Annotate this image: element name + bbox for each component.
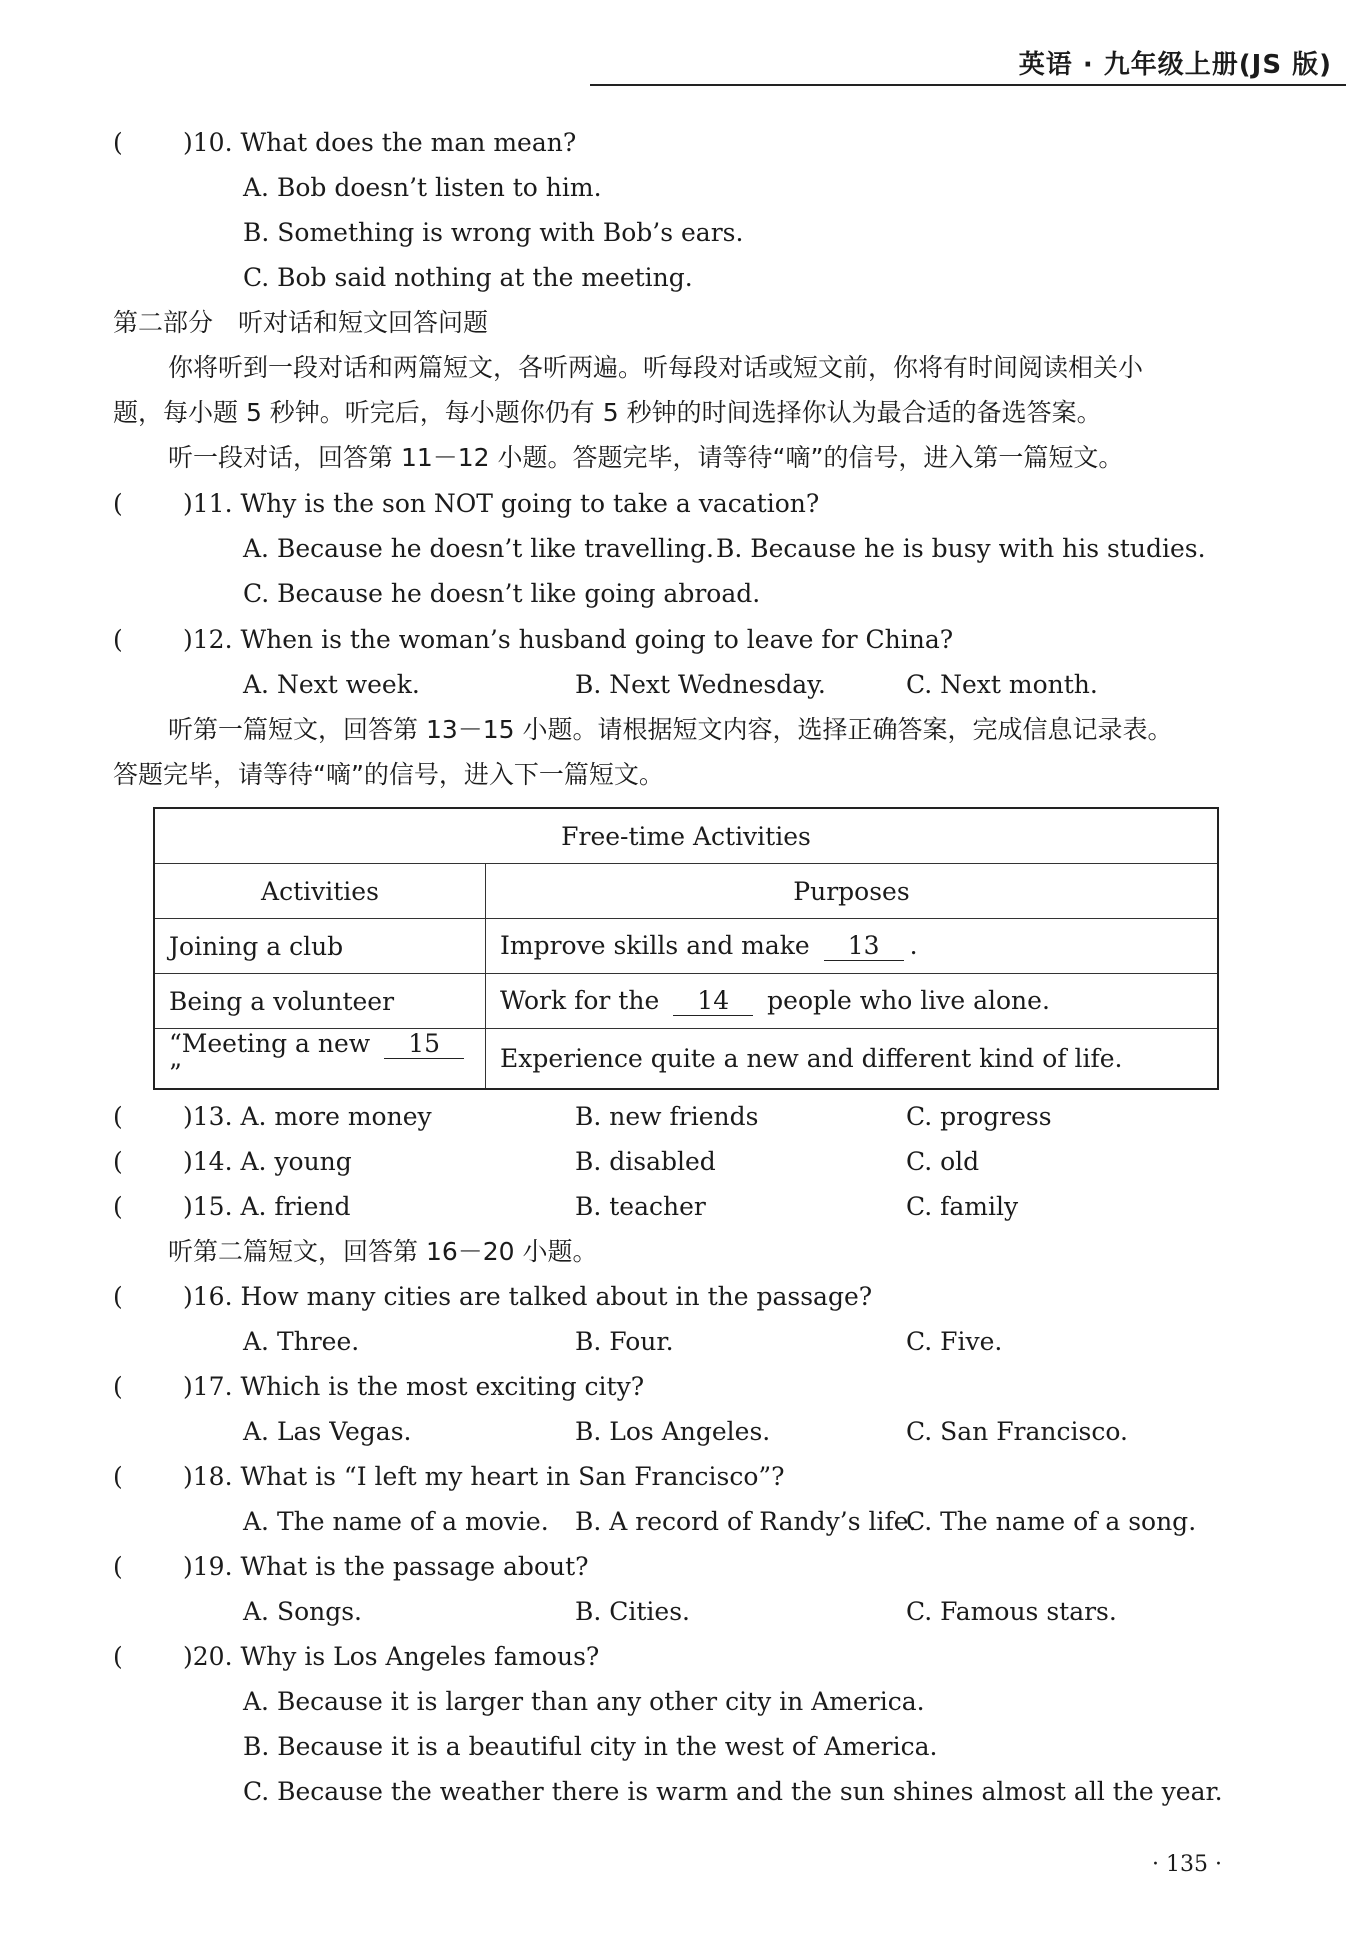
q19-option-c: C. Famous stars. (906, 1597, 1117, 1626)
header-rule (590, 84, 1346, 86)
purpose-cell (486, 974, 1219, 1029)
dialog-intro: 听一段对话，回答第 11－12 小题。答题完毕，请等待“嘀”的信号，进入第一篇短文。 (168, 443, 1124, 472)
blank-15: 15 (384, 1029, 464, 1059)
q13-option-c: C. progress (906, 1102, 1052, 1131)
purpose-text-post: people who live alone. (767, 986, 1050, 1015)
q11-option-b: B. Because he is busy with his studies. (716, 534, 1206, 563)
q13-option-b: B. new friends (575, 1102, 759, 1131)
purpose-text-post: . (909, 931, 918, 960)
activity-cell: Being a volunteer (154, 974, 486, 1029)
activity-cell: Joining a club (154, 919, 486, 974)
q17-option-a: A. Las Vegas. (243, 1417, 412, 1446)
q17-option-c: C. San Francisco. (906, 1417, 1128, 1446)
blank-13: 13 (824, 931, 904, 961)
q16-paren: ( (113, 1282, 123, 1311)
q17-option-b: B. Los Angeles. (575, 1417, 771, 1446)
q10-option-b: B. Something is wrong with Bob’s ears. (243, 218, 744, 247)
q18-option-b: B. A record of Randy’s life. (575, 1507, 917, 1536)
q19-option-a: A. Songs. (243, 1597, 363, 1626)
q11-stem: )11. Why is the son NOT going to take a vacation? (183, 489, 820, 518)
q14-paren: ( (113, 1147, 123, 1176)
q15-option-a: )15. A. friend (183, 1192, 351, 1221)
q20-option-a: A. Because it is larger than any other city in America. (243, 1687, 925, 1716)
q19-stem: )19. What is the passage about? (183, 1552, 589, 1581)
q14-option-b: B. disabled (575, 1147, 716, 1176)
passage1-intro-line1: 听第一篇短文，回答第 13－15 小题。请根据短文内容，选择正确答案，完成信息记录表。 (168, 715, 1173, 744)
q12-option-b: B. Next Wednesday. (575, 670, 826, 699)
part2-heading: 第二部分 听对话和短文回答问题 (113, 308, 489, 337)
free-time-activities-table (153, 807, 1219, 1090)
q19-paren: ( (113, 1552, 123, 1581)
q12-stem: )12. When is the woman’s husband going to leave for China? (183, 625, 954, 654)
q18-stem: )18. What is “I left my heart in San Francisco”? (183, 1462, 785, 1491)
q12-paren: ( (113, 625, 123, 654)
book-title: 英语 · 九年级上册(JS 版) (1018, 50, 1332, 80)
table-row (154, 1029, 1218, 1090)
q11-option-c: C. Because he doesn’t like going abroad. (243, 579, 761, 608)
q16-stem: )16. How many cities are talked about in the passage? (183, 1282, 873, 1311)
table-header-purposes: Purposes (486, 864, 1219, 919)
table-header-activities: Activities (154, 864, 486, 919)
q13-paren: ( (113, 1102, 123, 1131)
q10-paren: ( (113, 128, 123, 157)
blank-14: 14 (673, 986, 753, 1016)
purpose-text: Improve skills and make (500, 931, 810, 960)
q18-paren: ( (113, 1462, 123, 1491)
passage1-intro-line2: 答题完毕，请等待“嘀”的信号，进入下一篇短文。 (113, 760, 664, 789)
q14-option-c: C. old (906, 1147, 980, 1176)
q20-option-b: B. Because it is a beautiful city in the west of America. (243, 1732, 938, 1761)
q13-option-a: )13. A. more money (183, 1102, 432, 1131)
activity-text: “Meeting a new (169, 1029, 371, 1058)
q15-option-c: C. family (906, 1192, 1019, 1221)
q16-option-c: C. Five. (906, 1327, 1003, 1356)
page-number: · 135 · (1152, 1852, 1222, 1877)
q12-option-c: C. Next month. (906, 670, 1098, 699)
q20-paren: ( (113, 1642, 123, 1671)
q17-paren: ( (113, 1372, 123, 1401)
passage2-intro: 听第二篇短文，回答第 16－20 小题。 (168, 1237, 598, 1266)
q16-option-a: A. Three. (243, 1327, 360, 1356)
q16-option-b: B. Four. (575, 1327, 674, 1356)
q10-option-a: A. Bob doesn’t listen to him. (243, 173, 602, 202)
purpose-text: Work for the (500, 986, 660, 1015)
q18-option-c: C. The name of a song. (906, 1507, 1197, 1536)
q11-paren: ( (113, 489, 123, 518)
q20-option-c: C. Because the weather there is warm and the sun shines almost all the year. (243, 1777, 1223, 1806)
part2-intro-line2: 题，每小题 5 秒钟。听完后，每小题你仍有 5 秒钟的时间选择你认为最合适的备选答案。 (113, 398, 1102, 427)
purpose-cell (486, 919, 1219, 974)
q14-option-a: )14. A. young (183, 1147, 352, 1176)
q11-option-a: A. Because he doesn’t like travelling. (243, 534, 714, 563)
q19-option-b: B. Cities. (575, 1597, 691, 1626)
q10-option-c: C. Bob said nothing at the meeting. (243, 263, 693, 292)
q20-stem: )20. Why is Los Angeles famous? (183, 1642, 600, 1671)
q18-option-a: A. The name of a movie. (243, 1507, 549, 1536)
table-row (154, 974, 1218, 1029)
q10-stem: )10. What does the man mean? (183, 128, 577, 157)
q15-paren: ( (113, 1192, 123, 1221)
activity-cell (154, 1029, 486, 1090)
activity-text-post: ” (169, 1059, 182, 1088)
q15-option-b: B. teacher (575, 1192, 706, 1221)
table-title: Free-time Activities (154, 808, 1218, 864)
q12-option-a: A. Next week. (243, 670, 420, 699)
table-row (154, 919, 1218, 974)
q17-stem: )17. Which is the most exciting city? (183, 1372, 645, 1401)
part2-intro-line1: 你将听到一段对话和两篇短文，各听两遍。听每段对话或短文前，你将有时间阅读相关小 (168, 353, 1144, 382)
purpose-cell: Experience quite a new and different kind of life. (486, 1029, 1219, 1090)
